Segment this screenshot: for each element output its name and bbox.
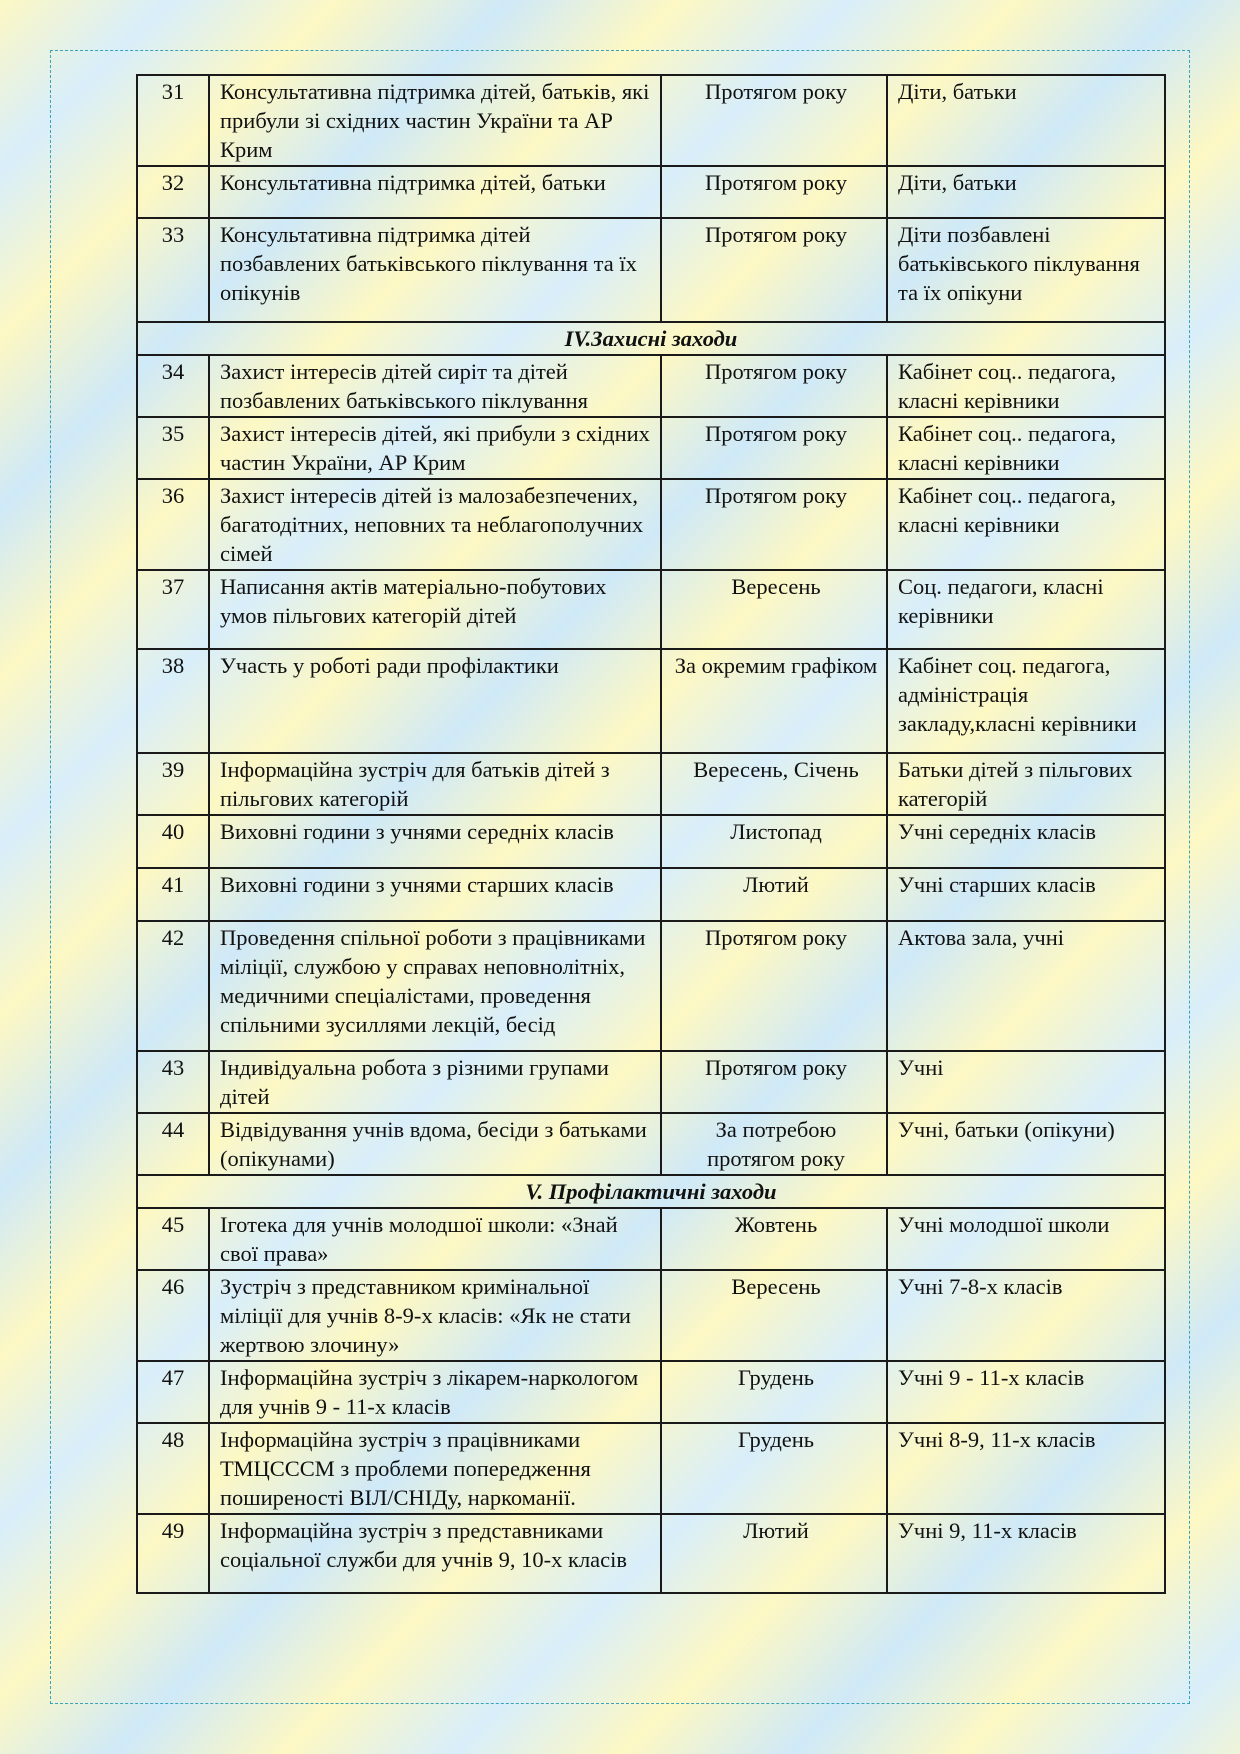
row-number: 46 xyxy=(137,1270,209,1361)
timing-cell: Протягом року xyxy=(661,75,887,166)
timing-cell: Вересень xyxy=(661,1270,887,1361)
row-number: 49 xyxy=(137,1514,209,1593)
table-row xyxy=(137,921,1165,1051)
participants-cell: Учні 9 - 11-х класів xyxy=(887,1361,1165,1423)
timing-cell: Протягом року xyxy=(661,417,887,479)
table-row xyxy=(137,570,1165,649)
participants-cell: Соц. педагоги, класні керівники xyxy=(887,570,1165,649)
table-row xyxy=(137,815,1165,868)
timing-cell: Лютий xyxy=(661,868,887,921)
participants-cell: Кабінет соц.. педагога, класні керівники xyxy=(887,417,1165,479)
participants-cell: Учні 9, 11-х класів xyxy=(887,1514,1165,1593)
participants-cell: Кабінет соц.. педагога, класні керівники xyxy=(887,355,1165,417)
event-cell: Зустріч з представником кримінальної міліції для учнів 8-9-х класів: «Як не стати жертвою злочину» xyxy=(209,1270,661,1361)
row-number: 31 xyxy=(137,75,209,166)
participants-cell: Учні, батьки (опікуни) xyxy=(887,1113,1165,1175)
event-cell: Індивідуальна робота з різними групами дітей xyxy=(209,1051,661,1113)
table-row xyxy=(137,1208,1165,1270)
event-cell: Проведення спільної роботи з працівниками міліції, службою у справах неповнолітніх, медичними спеціалістами, проведення спільними зусиллями лекцій, бесід xyxy=(209,921,661,1051)
row-number: 40 xyxy=(137,815,209,868)
table-row xyxy=(137,355,1165,417)
event-cell: Захист інтересів дітей сиріт та дітей позбавлених батьківського піклування xyxy=(209,355,661,417)
timing-cell: Протягом року xyxy=(661,479,887,570)
participants-cell: Учні середніх класів xyxy=(887,815,1165,868)
timing-cell: За окремим графіком xyxy=(661,649,887,753)
participants-cell: Батьки дітей з пільгових категорій xyxy=(887,753,1165,815)
timing-cell: Протягом року xyxy=(661,218,887,322)
participants-cell: Учні старших класів xyxy=(887,868,1165,921)
timing-cell: Грудень xyxy=(661,1423,887,1514)
event-cell: Консультативна підтримка дітей позбавлених батьківського піклування та їх опікунів xyxy=(209,218,661,322)
participants-cell: Кабінет соц. педагога, адміністрація закладу,класні керівники xyxy=(887,649,1165,753)
row-number: 43 xyxy=(137,1051,209,1113)
timing-cell: За потребою протягом року xyxy=(661,1113,887,1175)
section-header-row xyxy=(137,1175,1165,1208)
participants-cell: Діти, батьки xyxy=(887,166,1165,218)
row-number: 38 xyxy=(137,649,209,753)
event-cell: Консультативна підтримка дітей, батьків, які прибули зі східних частин України та АР Крим xyxy=(209,75,661,166)
row-number: 47 xyxy=(137,1361,209,1423)
timing-cell: Жовтень xyxy=(661,1208,887,1270)
row-number: 39 xyxy=(137,753,209,815)
row-number: 45 xyxy=(137,1208,209,1270)
participants-cell: Учні xyxy=(887,1051,1165,1113)
row-number: 36 xyxy=(137,479,209,570)
section-title: V. Профілактичні заходи xyxy=(137,1175,1165,1208)
table-row xyxy=(137,479,1165,570)
participants-cell: Діти позбавлені батьківського піклування та їх опікуни xyxy=(887,218,1165,322)
event-cell: Захист інтересів дітей із малозабезпечених, багатодітних, неповних та неблагополучних сімей xyxy=(209,479,661,570)
timing-cell: Листопад xyxy=(661,815,887,868)
table-row xyxy=(137,1514,1165,1593)
event-cell: Захист інтересів дітей, які прибули з східних частин України, АР Крим xyxy=(209,417,661,479)
participants-cell: Діти, батьки xyxy=(887,75,1165,166)
timing-cell: Лютий xyxy=(661,1514,887,1593)
participants-cell: Учні 7-8-х класів xyxy=(887,1270,1165,1361)
table-row xyxy=(137,1051,1165,1113)
section-header-row xyxy=(137,322,1165,355)
timing-cell: Протягом року xyxy=(661,1051,887,1113)
row-number: 37 xyxy=(137,570,209,649)
event-cell: Участь у роботі ради профілактики xyxy=(209,649,661,753)
timing-cell: Грудень xyxy=(661,1361,887,1423)
event-cell: Іготека для учнів молодшої школи: «Знай свої права» xyxy=(209,1208,661,1270)
row-number: 44 xyxy=(137,1113,209,1175)
table-row xyxy=(137,1423,1165,1514)
row-number: 35 xyxy=(137,417,209,479)
event-cell: Інформаційна зустріч з представниками соціальної служби для учнів 9, 10-х класів xyxy=(209,1514,661,1593)
section-title: IV.Захисні заходи xyxy=(137,322,1165,355)
timing-cell: Вересень, Січень xyxy=(661,753,887,815)
table-row xyxy=(137,75,1165,166)
participants-cell: Учні 8-9, 11-х класів xyxy=(887,1423,1165,1514)
row-number: 32 xyxy=(137,166,209,218)
timing-cell: Протягом року xyxy=(661,166,887,218)
table-row xyxy=(137,753,1165,815)
table-row xyxy=(137,1270,1165,1361)
activities-table-body xyxy=(137,75,1165,1593)
table-row xyxy=(137,868,1165,921)
table-row xyxy=(137,166,1165,218)
event-cell: Інформаційна зустріч з лікарем-наркологом для учнів 9 - 11-х класів xyxy=(209,1361,661,1423)
row-number: 48 xyxy=(137,1423,209,1514)
participants-cell: Кабінет соц.. педагога, класні керівники xyxy=(887,479,1165,570)
table-row xyxy=(137,1113,1165,1175)
participants-cell: Учні молодшої школи xyxy=(887,1208,1165,1270)
event-cell: Написання актів матеріально-побутових умов пільгових категорій дітей xyxy=(209,570,661,649)
row-number: 34 xyxy=(137,355,209,417)
event-cell: Виховні години з учнями середніх класів xyxy=(209,815,661,868)
event-cell: Консультативна підтримка дітей, батьки xyxy=(209,166,661,218)
table-row xyxy=(137,218,1165,322)
table-row xyxy=(137,417,1165,479)
event-cell: Інформаційна зустріч для батьків дітей з пільгових категорій xyxy=(209,753,661,815)
timing-cell: Протягом року xyxy=(661,355,887,417)
row-number: 33 xyxy=(137,218,209,322)
table-row xyxy=(137,1361,1165,1423)
table-row xyxy=(137,649,1165,753)
activities-table xyxy=(136,74,1166,1594)
event-cell: Відвідування учнів вдома, бесіди з батьками (опікунами) xyxy=(209,1113,661,1175)
row-number: 41 xyxy=(137,868,209,921)
timing-cell: Вересень xyxy=(661,570,887,649)
participants-cell: Актова зала, учні xyxy=(887,921,1165,1051)
timing-cell: Протягом року xyxy=(661,921,887,1051)
row-number: 42 xyxy=(137,921,209,1051)
event-cell: Виховні години з учнями старших класів xyxy=(209,868,661,921)
event-cell: Інформаційна зустріч з працівниками ТМЦСССМ з проблеми попередження поширеності ВІЛ/СНІДу, наркоманії. xyxy=(209,1423,661,1514)
